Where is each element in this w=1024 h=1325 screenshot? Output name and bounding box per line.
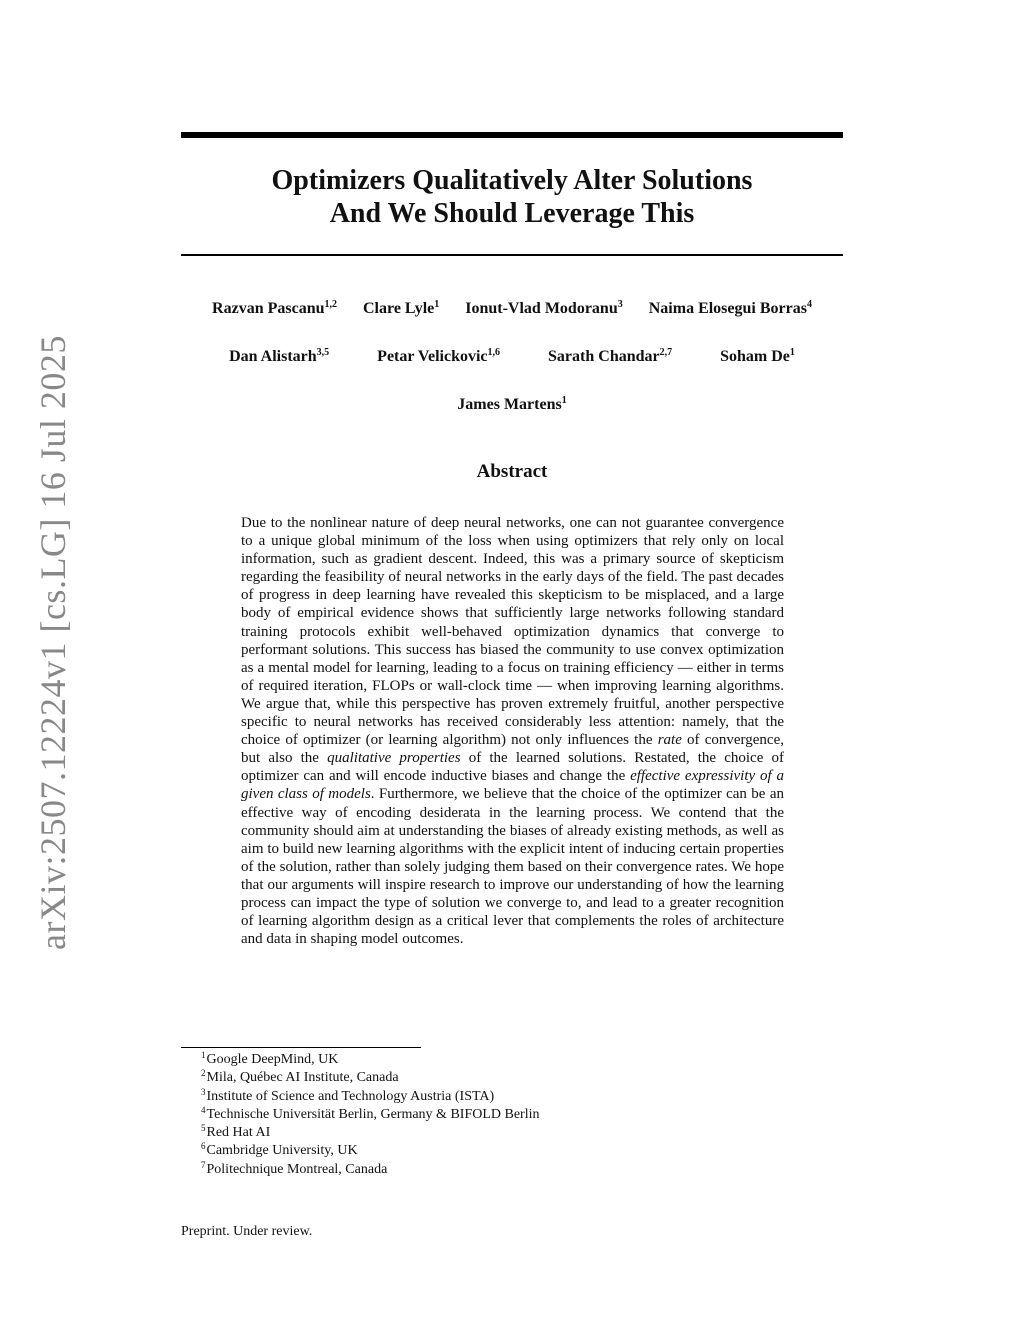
author-row [181, 348, 843, 366]
author-name: Soham De [720, 348, 790, 365]
footnote-text: Red Hat AI [206, 1125, 271, 1141]
author-name: Sarath Chandar [548, 348, 660, 365]
footnote-text: Cambridge University, UK [206, 1143, 358, 1159]
author-name: Petar Velickovic [377, 348, 488, 365]
author-row [181, 396, 843, 414]
footnote-number: 4 [201, 1104, 206, 1115]
footnote-text: Mila, Québec AI Institute, Canada [206, 1070, 399, 1086]
abstract-heading: Abstract [476, 461, 548, 482]
title-line: Optimizers Qualitatively Alter Solutions [271, 165, 753, 196]
author-name: Clare Lyle [363, 300, 435, 317]
abstract-emphasis: rate [657, 732, 682, 749]
affiliation-marker: 2,7 [659, 347, 673, 358]
abstract-text: . Furthermore, we believe that the choice of the optimizer can be an effective way of encoding desiderata in the learning process. We contend that the community should aim at understanding the biases of already existing methods, as well as aim to build new learning algorithms with the explicit intent of inducing certain properties of the solution, rather than solely judging them based on their convergence rates. We hope that our arguments will inspire research to improve our understanding of how the learning process can impact the type of solution we converge to, and lead to a greater recognition of learning algorithm design as a critical lever that complements the roles of architecture and data in shaping model outcomes. [241, 786, 784, 948]
affiliation-marker: 1,6 [487, 347, 501, 358]
footnote-number: 5 [201, 1123, 206, 1134]
abstract-text: Due to the nonlinear nature of deep neural networks, one can not guarantee convergence to a unique global minimum of the loss when using optimizers that rely only on local information, such as gradient descent. Indeed, this was a primary source of skepticism regarding the feasibility of neural networks in the early days of the field. The past decades of progress in deep learning have revealed this skepticism to be misplaced, and a large body of empirical evidence shows that sufficiently large networks following standard training protocols exhibit well-behaved optimization dynamics that converge to performant solutions. This success has biased the community to use convex optimization as a mental model for learning, leading to a focus on training efficiency — either in terms of required iteration, FLOPs or wall-clock time — when improving learning algorithms. We argue that, while this perspective has proven extremely fruitful, another perspective specific to neural networks has received considerably less attention: namely, that the choice of optimizer (or learning algorithm) not only influences the [241, 515, 784, 749]
title-top-rule [181, 132, 843, 138]
footnotes [201, 1051, 540, 1179]
abstract-emphasis: effective expressivity of a given class of models [241, 768, 785, 803]
paper-title [181, 164, 843, 230]
author [212, 300, 337, 318]
footnote-text: Politechnique Montreal, Canada [206, 1161, 388, 1177]
affiliation-marker: 3 [617, 299, 623, 310]
footnote [201, 1124, 540, 1142]
author-name: Naima Elosegui Borras [648, 300, 807, 317]
footnote-number: 3 [201, 1086, 206, 1097]
title-bottom-rule [181, 254, 843, 256]
author [457, 396, 566, 414]
preprint-note: Preprint. Under review. [181, 1224, 313, 1239]
author-name: Razvan Pascanu [212, 300, 325, 317]
arxiv-identifier: arXiv:2507.12224v1 [cs.LG] 16 Jul 2025 [33, 335, 73, 950]
footnote [201, 1106, 540, 1124]
author [229, 348, 329, 366]
abstract-body [241, 514, 784, 948]
author [363, 300, 439, 318]
abstract-text: of convergence, but also the [241, 732, 784, 767]
author-name: James Martens [457, 396, 562, 413]
author [649, 300, 812, 318]
author [465, 300, 622, 318]
affiliation-marker: 1 [434, 299, 440, 310]
footnote-number: 6 [201, 1141, 206, 1152]
title-line: And We Should Leverage This [329, 198, 695, 229]
footnote-text: Technische Universität Berlin, Germany & BIFOLD Berlin [206, 1106, 540, 1122]
footnote [201, 1069, 540, 1087]
footnote-rule [181, 1047, 421, 1048]
author [377, 348, 500, 366]
footnote [201, 1161, 540, 1179]
abstract-emphasis: qualitative properties [327, 750, 461, 767]
author [548, 348, 672, 366]
author-name: Dan Alistarh [229, 348, 317, 365]
affiliation-marker: 1 [789, 347, 795, 358]
author-row [181, 300, 843, 318]
footnote [201, 1142, 540, 1160]
footnote-number: 2 [201, 1068, 206, 1079]
footnote-number: 7 [201, 1159, 206, 1170]
footnote-text: Google DeepMind, UK [206, 1052, 339, 1067]
affiliation-marker: 1 [561, 395, 567, 406]
footnote-text: Institute of Science and Technology Austria (ISTA) [206, 1088, 495, 1104]
footnote-number: 1 [201, 1050, 206, 1060]
affiliation-marker: 1,2 [324, 299, 337, 310]
affiliation-marker: 4 [806, 299, 812, 310]
author-name: Ionut-Vlad Modoranu [465, 300, 618, 317]
author [720, 348, 795, 366]
abstract-text: of the learned solutions. Restated, the choice of optimizer can and will encode inductive biases and change the [241, 750, 785, 785]
footnote [201, 1051, 540, 1069]
footnote [201, 1088, 540, 1106]
affiliation-marker: 3,5 [316, 347, 330, 358]
